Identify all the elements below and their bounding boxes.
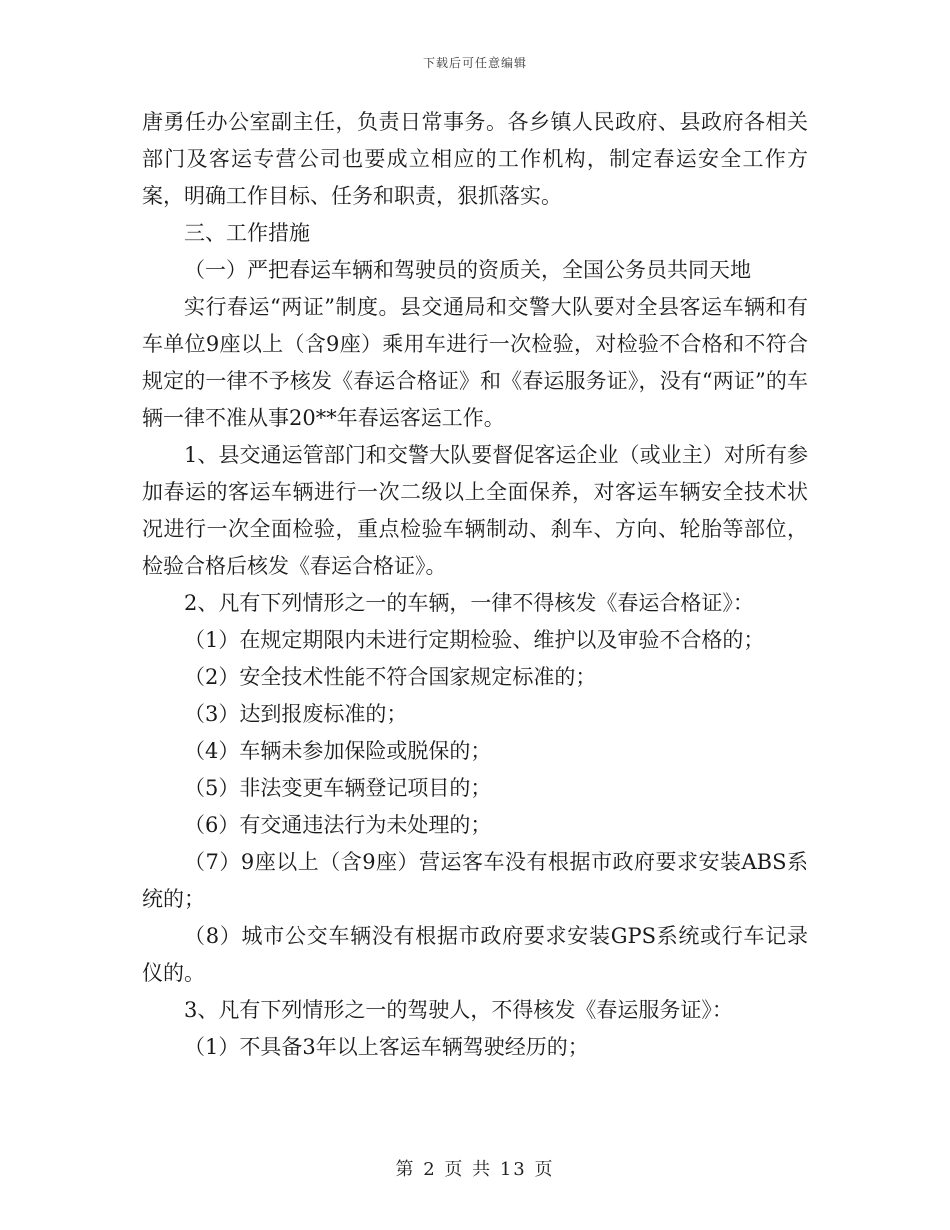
subsection-heading: （一）严把春运车辆和驾驶员的资质关，全国公务员共同天地 [184, 258, 751, 282]
paragraph: 3、凡有下列情形之一的驾驶人，不得核发《春运服务证》： [184, 998, 733, 1022]
paragraph: 1、县交通运管部门和交警大队要督促客运企业（或业主）对所有参加春运的客运车辆进行一次二级以上全面保养，对客运车辆安全技术状况进行一次全面检验，重点检验车辆制动、刹车、方向、轮胎等部位，检验合格后核发《春运合格证》。 [142, 443, 808, 578]
list-item: （4）车辆未参加保险或脱保的； [184, 739, 492, 763]
list-item: （1）在规定期限内未进行定期检验、维护以及审验不合格的； [184, 628, 765, 652]
list-item: （2）安全技术性能不符合国家规定标准的； [184, 665, 597, 689]
paragraph: 唐勇任办公室副主任，负责日常事务。各乡镇人民政府、县政府各相关部门及客运专营公司也要成立相应的工作机构，制定春运安全工作方案，明确工作目标、任务和职责，狠抓落实。 [142, 110, 808, 208]
list-item: （5）非法变更车辆登记项目的； [184, 776, 492, 800]
list-item: （3）达到报废标准的； [184, 702, 408, 726]
paragraph: 实行春运“两证”制度。县交通局和交警大队要对全县客运车辆和有车单位9座以上（含9座）乘用车进行一次检验，对检验不合格和不符合规定的一律不予核发《春运合格证》和《春运服务证》，没有“两证”的车辆一律不准从事20**年春运客运工作。 [142, 295, 808, 430]
list-item: （7）9座以上（含9座）营运客车没有根据市政府要求安装ABS系统的； [142, 850, 808, 911]
document-body [142, 104, 808, 1066]
list-item: （6）有交通违法行为未处理的； [184, 813, 492, 837]
list-item: （1）不具备3年以上客运车辆驾驶经历的； [184, 1035, 589, 1059]
list-item: （8）城市公交车辆没有根据市政府要求安装GPS系统或行车记录仪的。 [142, 924, 808, 985]
section-heading: 三、工作措施 [184, 221, 310, 245]
page-header: 下载后可任意编辑 [422, 56, 527, 70]
page-footer: 第 2 页 共 13 页 [395, 1159, 555, 1180]
paragraph: 2、凡有下列情形之一的车辆，一律不得核发《春运合格证》： [184, 591, 754, 615]
